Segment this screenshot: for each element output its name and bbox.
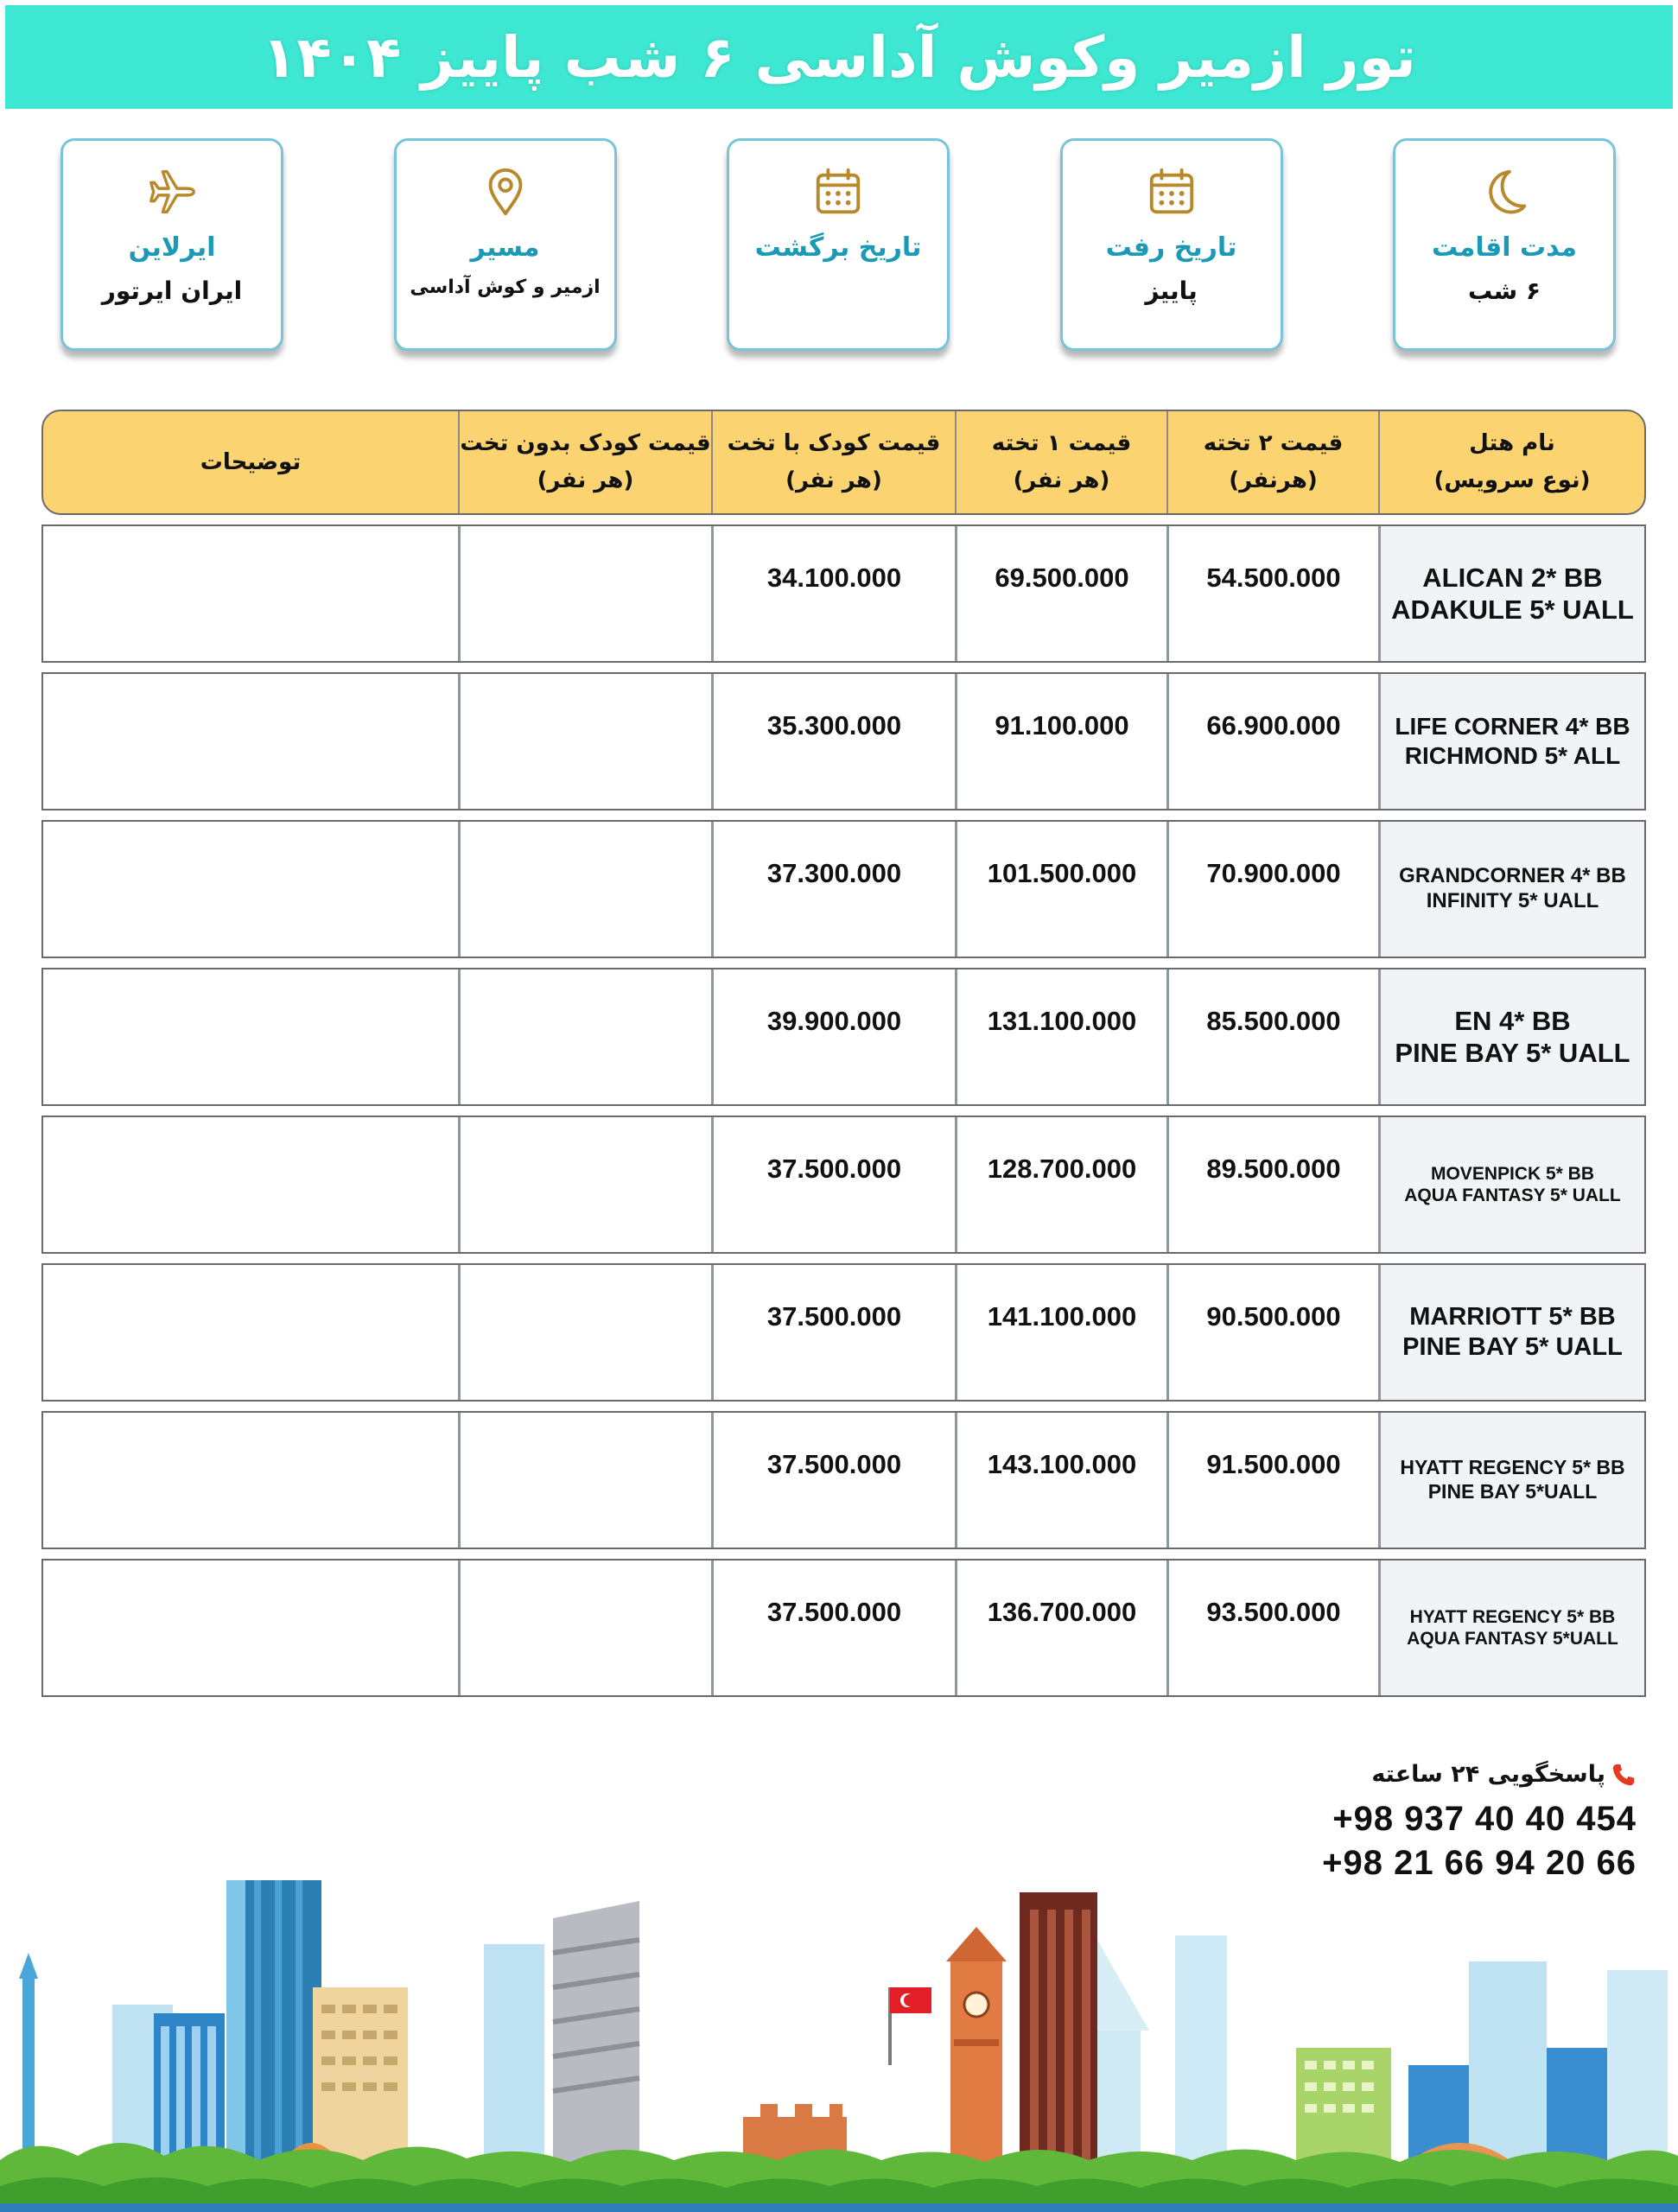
header-price-single	[955, 411, 1166, 513]
hotel-cell	[1378, 1117, 1644, 1252]
description-cell	[43, 1265, 458, 1400]
hotel-name: PINE BAY 5* UALL	[1402, 1333, 1623, 1361]
hotel-cell	[1378, 969, 1644, 1104]
hotel-name: MOVENPICK 5* BB	[1430, 1163, 1595, 1184]
price-double: 54.500.000	[1166, 526, 1378, 661]
price-table	[41, 524, 1646, 1707]
hotel-cell	[1378, 1413, 1644, 1548]
hotel-name: MARRIOTT 5* BB	[1409, 1303, 1616, 1332]
calendar-icon	[811, 165, 865, 219]
price-child-bed: 35.300.000	[711, 674, 955, 809]
table-row	[41, 1411, 1646, 1549]
description-cell	[43, 822, 458, 957]
header-line: قیمت کودک بدون تخت	[460, 430, 711, 457]
hotel-name: HYATT REGENCY 5* BB	[1409, 1606, 1616, 1627]
price-single: 141.100.000	[955, 1265, 1166, 1400]
title-banner	[5, 5, 1673, 109]
price-child-bed: 37.500.000	[711, 1265, 955, 1400]
moon-icon	[1478, 165, 1531, 219]
price-child-bed: 37.500.000	[711, 1560, 955, 1695]
hotel-cell	[1378, 1560, 1644, 1695]
price-single: 101.500.000	[955, 822, 1166, 957]
phone-number[interactable]: +98 937 40 40 454	[1332, 1800, 1637, 1838]
header-line: قیمت ۱ تخته	[991, 430, 1132, 457]
price-child-bed: 37.500.000	[711, 1413, 955, 1548]
hotel-cell	[1378, 526, 1644, 661]
header-price-child-bed	[711, 411, 955, 513]
hotel-name: GRANDCORNER 4* BB	[1399, 864, 1626, 888]
price-child-nobed	[458, 674, 711, 809]
header-line: قیمت کودک با تخت	[727, 430, 941, 457]
card-return-date	[727, 138, 950, 351]
price-single: 128.700.000	[955, 1117, 1166, 1252]
hotel-name: EN 4* BB	[1454, 1005, 1571, 1036]
header-line: نام هتل	[1469, 430, 1555, 457]
hotel-name: PINE BAY 5*UALL	[1427, 1480, 1598, 1503]
description-cell	[43, 969, 458, 1104]
card-stay-duration	[1393, 138, 1616, 351]
price-child-nobed	[458, 526, 711, 661]
card-value: ایران ایرتور	[101, 276, 243, 305]
hotel-name: AQUA FANTASY 5*UALL	[1407, 1629, 1618, 1649]
card-airline	[60, 138, 283, 351]
price-double: 85.500.000	[1166, 969, 1378, 1104]
price-child-nobed	[458, 1265, 711, 1400]
header-price-double	[1166, 411, 1378, 513]
hotel-cell	[1378, 674, 1644, 809]
hotel-name: PINE BAY 5* UALL	[1395, 1038, 1630, 1068]
table-row	[41, 968, 1646, 1106]
price-double: 70.900.000	[1166, 822, 1378, 957]
card-value: پاییز	[1145, 276, 1198, 305]
description-cell	[43, 1560, 458, 1695]
header-line: توضیحات	[200, 448, 302, 475]
card-label: تاریخ برگشت	[754, 232, 922, 263]
header-line: (نوع سرویس)	[1433, 467, 1591, 493]
header-line: (هر نفر)	[785, 467, 882, 493]
header-price-child-nobed	[458, 411, 711, 513]
page-title: تور ازمیر وکوش آداسی ۶ شب پاییز ۱۴۰۴	[262, 23, 1416, 91]
header-hotel	[1378, 411, 1644, 513]
price-child-nobed	[458, 1117, 711, 1252]
description-cell	[43, 674, 458, 809]
hotel-cell	[1378, 1265, 1644, 1400]
card-departure-date	[1060, 138, 1283, 351]
header-line: (هر نفر)	[537, 467, 634, 493]
price-child-bed: 39.900.000	[711, 969, 955, 1104]
card-label: ایرلاین	[128, 232, 216, 263]
hotel-name: RICHMOND 5* ALL	[1404, 742, 1621, 769]
price-child-nobed	[458, 822, 711, 957]
hotel-cell	[1378, 822, 1644, 957]
location-pin-icon	[479, 165, 532, 219]
price-double: 66.900.000	[1166, 674, 1378, 809]
price-child-nobed	[458, 1560, 711, 1695]
price-child-nobed	[458, 1413, 711, 1548]
price-single: 91.100.000	[955, 674, 1166, 809]
price-double: 93.500.000	[1166, 1560, 1378, 1695]
table-row	[41, 672, 1646, 810]
card-label: مدت اقامت	[1431, 232, 1578, 263]
price-double: 89.500.000	[1166, 1117, 1378, 1252]
header-description	[43, 411, 458, 513]
hotel-name: HYATT REGENCY 5* BB	[1400, 1456, 1625, 1479]
card-label: تاریخ رفت	[1105, 232, 1237, 263]
table-header	[41, 410, 1646, 515]
table-row	[41, 524, 1646, 663]
table-row	[41, 820, 1646, 958]
description-cell	[43, 1117, 458, 1252]
hotel-name: ALICAN 2* BB	[1422, 562, 1603, 593]
table-row	[41, 1116, 1646, 1254]
price-child-bed: 34.100.000	[711, 526, 955, 661]
phone-icon	[1611, 1762, 1637, 1788]
header-line: (هرنفر)	[1229, 467, 1318, 493]
phone-number[interactable]: +98 21 66 94 20 66	[1322, 1844, 1637, 1882]
hotel-name: AQUA FANTASY 5* UALL	[1404, 1185, 1621, 1205]
contact-title-row	[1204, 1761, 1637, 1788]
price-child-nobed	[458, 969, 711, 1104]
airplane-icon	[145, 165, 199, 219]
price-child-bed: 37.300.000	[711, 822, 955, 957]
card-label: مسیر	[470, 232, 540, 263]
description-cell	[43, 1413, 458, 1548]
card-value: ۶ شب	[1467, 276, 1541, 305]
price-single: 136.700.000	[955, 1560, 1166, 1695]
table-row	[41, 1559, 1646, 1697]
city-skyline-illustration	[0, 1858, 1678, 2212]
hotel-name: INFINITY 5* UALL	[1426, 889, 1599, 912]
table-row	[41, 1263, 1646, 1402]
info-cards	[60, 138, 1616, 351]
price-single: 131.100.000	[955, 969, 1166, 1104]
header-line: قیمت ۲ تخته	[1203, 430, 1344, 457]
price-double: 91.500.000	[1166, 1413, 1378, 1548]
card-route	[394, 138, 617, 351]
price-single: 69.500.000	[955, 526, 1166, 661]
hotel-name: ADAKULE 5* UALL	[1391, 594, 1634, 625]
calendar-icon	[1145, 165, 1198, 219]
price-double: 90.500.000	[1166, 1265, 1378, 1400]
header-line: (هر نفر)	[1013, 467, 1110, 493]
card-value: ازمیر و کوش آداسی	[410, 276, 601, 298]
description-cell	[43, 526, 458, 661]
hotel-name: LIFE CORNER 4* BB	[1395, 713, 1630, 741]
contact-title: پاسخگویی ۲۴ ساعته	[1371, 1761, 1605, 1788]
price-single: 143.100.000	[955, 1413, 1166, 1548]
price-child-bed: 37.500.000	[711, 1117, 955, 1252]
